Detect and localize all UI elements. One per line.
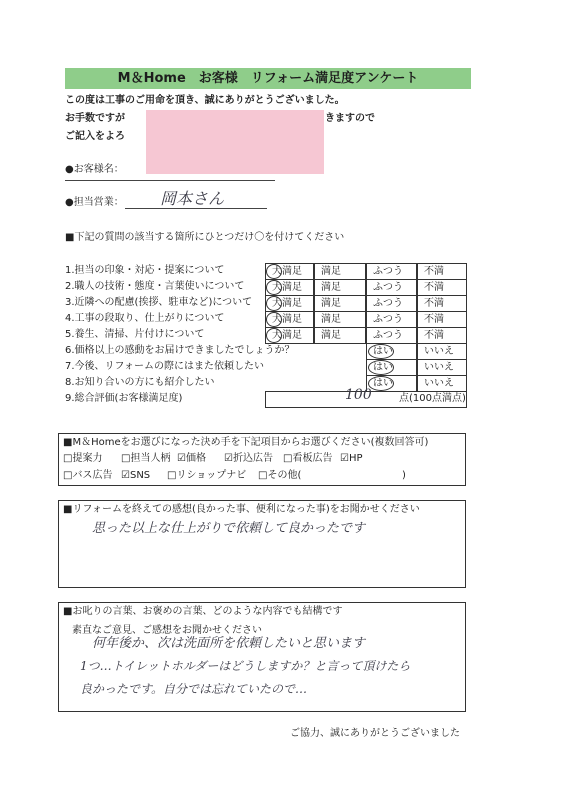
rating-question-5: 5.養生、清掃、片付けについて xyxy=(65,329,205,340)
rating-option-4-2[interactable]: 満足 xyxy=(314,311,366,328)
reason-option[interactable]: ☑SNS xyxy=(121,470,151,481)
rating-question-4: 4.工事の段取り、仕上がりについて xyxy=(65,313,225,324)
score-suffix: 点(100点満点) xyxy=(399,393,466,404)
rating-option-4-3[interactable]: ふつう xyxy=(366,311,417,328)
comment-answer-line-2: 1つ…トイレットホルダーはどうしますか？と言って頂けたら xyxy=(80,659,411,673)
rating-option-2-1[interactable]: 大満足 xyxy=(265,279,314,296)
reason-option[interactable]: ☑折込広告 xyxy=(224,453,273,464)
yesno-option-6-2[interactable]: いいえ xyxy=(417,343,467,360)
customer-name-underline xyxy=(65,180,275,181)
staff-underline xyxy=(125,208,267,209)
rating-option-1-3[interactable]: ふつう xyxy=(366,263,417,280)
section4-heading: ■お叱りの言葉、お褒めの言葉、どのような内容でも結構です xyxy=(63,606,343,617)
yesno-option-6-1[interactable]: はい xyxy=(366,343,417,360)
selected-circle-mark xyxy=(266,280,282,295)
rating-option-5-4[interactable]: 不満 xyxy=(417,327,467,344)
yesno-option-8-2[interactable]: いいえ xyxy=(417,375,467,392)
yesno-option-8-1[interactable]: はい xyxy=(366,375,417,392)
section4-subheading: 素直なご意見、ご感想をお聞かせください xyxy=(72,625,262,636)
reason-option[interactable]: ) xyxy=(402,470,406,481)
selected-circle-mark xyxy=(266,312,282,327)
section1-heading: ■下記の質問の該当する箇所にひとつだけ〇を付けてください xyxy=(65,232,345,243)
rating-option-2-2[interactable]: 満足 xyxy=(314,279,366,296)
rating-option-2-4[interactable]: 不満 xyxy=(417,279,467,296)
rating-option-3-4[interactable]: 不満 xyxy=(417,295,467,312)
rating-option-5-2[interactable]: 満足 xyxy=(314,327,366,344)
reason-option[interactable]: ☑HP xyxy=(340,453,363,464)
reason-option[interactable]: □その他( xyxy=(258,470,302,481)
yesno-question-7: 7.今後、リフォームの際にはまた依頼したい xyxy=(65,361,265,372)
reason-option[interactable]: □提案力 xyxy=(63,453,103,464)
intro-line-1: この度は工事のご用命を頂き、誠にありがとうございました。 xyxy=(65,95,345,106)
yesno-option-7-2[interactable]: いいえ xyxy=(417,359,467,376)
impression-answer: 思った以上な仕上がりで依頼して良かったです xyxy=(92,521,366,536)
rating-option-2-3[interactable]: ふつう xyxy=(366,279,417,296)
rating-option-3-1[interactable]: 大満足 xyxy=(265,295,314,312)
rating-question-1: 1.担当の印象・対応・提案について xyxy=(65,265,225,276)
intro-line-2-start: お手数ですが xyxy=(65,113,125,124)
score-question: 9.総合評価(お客様満足度) xyxy=(65,393,183,404)
selected-circle-mark xyxy=(368,344,394,359)
rating-option-1-4[interactable]: 不満 xyxy=(417,263,467,280)
rating-question-2: 2.職人の技術・態度・言葉使いについて xyxy=(65,281,245,292)
rating-question-3: 3.近隣への配慮(挨拶、駐車など)について xyxy=(65,297,253,308)
rating-option-5-1[interactable]: 大満足 xyxy=(265,327,314,344)
selected-circle-mark xyxy=(266,296,282,311)
reason-option[interactable]: □バス広告 xyxy=(63,470,113,481)
footer-thanks: ご協力、誠にありがとうございました xyxy=(290,728,460,739)
redaction-block xyxy=(146,110,324,174)
comment-answer-line-3: 良かったです。自分では忘れていたので… xyxy=(80,682,308,696)
intro-line-2-end: きますので xyxy=(325,113,375,124)
selected-circle-mark xyxy=(266,328,282,343)
staff-label: ●担当営業： xyxy=(65,197,124,208)
yesno-question-8: 8.お知り合いの方にも紹介したい xyxy=(65,377,215,388)
reason-option[interactable]: □担当人柄 xyxy=(121,453,171,464)
section3-heading: ■リフォームを終えての感想(良かった事、便利になった事)をお聞かせください xyxy=(63,504,420,515)
rating-option-4-1[interactable]: 大満足 xyxy=(265,311,314,328)
staff-name-handwritten: 岡本さん xyxy=(160,189,225,208)
reason-option[interactable]: □リショップナビ xyxy=(167,470,247,481)
score-value-handwritten: 100 xyxy=(345,387,372,403)
rating-option-3-2[interactable]: 満足 xyxy=(314,295,366,312)
rating-option-3-3[interactable]: ふつう xyxy=(366,295,417,312)
rating-option-4-4[interactable]: 不満 xyxy=(417,311,467,328)
reason-option[interactable]: ☑価格 xyxy=(177,453,206,464)
rating-option-1-1[interactable]: 大満足 xyxy=(265,263,314,280)
survey-title: M＆Home お客様 リフォーム満足度アンケート xyxy=(65,68,471,89)
selected-circle-mark xyxy=(266,264,282,279)
section2-heading: ■M＆Homeをお選びになった決め手を下記項目からお選びください(複数回答可) xyxy=(63,437,429,448)
reason-option[interactable]: □看板広告 xyxy=(283,453,333,464)
yesno-question-6: 6.価格以上の感動をお届けできましたでしょうか？ xyxy=(65,345,295,356)
rating-option-5-3[interactable]: ふつう xyxy=(366,327,417,344)
intro-line-3: ご記入をよろ xyxy=(65,131,125,142)
comment-answer-line-1: 何年後か、次は洗面所を依頼したいと思います xyxy=(92,636,366,651)
selected-circle-mark xyxy=(368,360,394,375)
yesno-option-7-1[interactable]: はい xyxy=(366,359,417,376)
customer-name-label: ●お客様名： xyxy=(65,164,124,175)
rating-option-1-2[interactable]: 満足 xyxy=(314,263,366,280)
